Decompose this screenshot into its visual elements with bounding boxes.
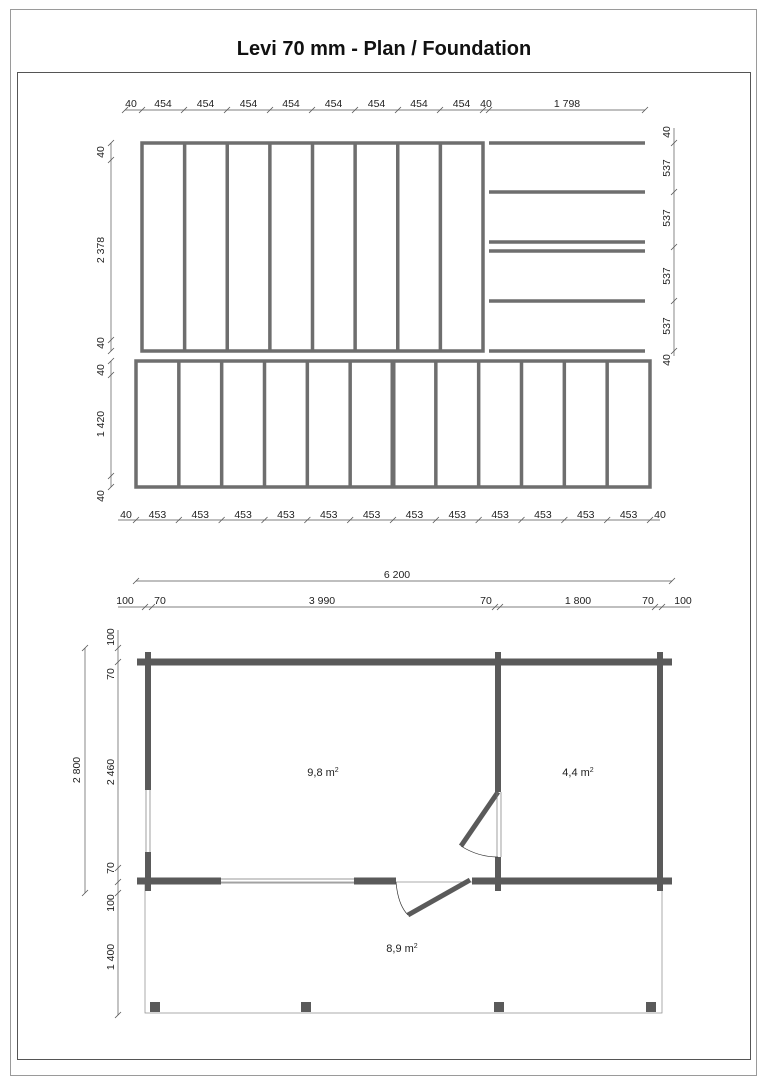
dimension-label: 453 <box>234 509 252 521</box>
dimension-label: 70 <box>642 595 654 607</box>
dimension-label: 453 <box>619 509 638 521</box>
dimension-label: 2 800 <box>71 756 83 784</box>
dimension-label: 453 <box>319 509 338 521</box>
dimension-label: 453 <box>448 509 467 521</box>
terrace-post <box>494 1002 504 1012</box>
dimension-label: 453 <box>277 509 295 521</box>
dimension-label: 537 <box>661 267 673 285</box>
terrace-post <box>646 1002 656 1012</box>
dimension-label: 454 <box>196 98 215 110</box>
room-area-unit-exponent: 2 <box>589 767 594 774</box>
room-area-value: 9,8 m <box>307 767 335 779</box>
foundation-plan <box>108 107 677 523</box>
dimension-label: 70 <box>105 862 117 874</box>
dimension-label: 2 378 <box>95 236 107 264</box>
dimension-label: 453 <box>491 509 509 521</box>
dimension-label: 100 <box>105 628 117 646</box>
dimension-label: 2 460 <box>105 758 117 786</box>
door-swing-arc <box>396 882 408 915</box>
dimension-label: 454 <box>367 98 386 110</box>
dimension-label: 453 <box>362 509 381 521</box>
dimension-label: 100 <box>116 595 134 607</box>
dimension-label: 1 800 <box>564 595 592 607</box>
dimension-labels <box>71 98 692 970</box>
dimension-label: 40 <box>661 126 673 138</box>
door-leaf <box>408 880 470 915</box>
dimension-label: 40 <box>95 337 107 349</box>
dimension-label: 100 <box>674 595 692 607</box>
dimension-label: 70 <box>105 668 117 680</box>
room-area-unit-exponent: 2 <box>334 767 339 774</box>
dimension-label: 40 <box>661 354 673 366</box>
page-title: Levi 70 mm - Plan / Foundation <box>236 38 532 60</box>
dimension-label: 40 <box>480 98 492 110</box>
dimension-label: 70 <box>480 595 492 607</box>
dimension-label: 454 <box>410 98 428 110</box>
dimension-label: 537 <box>661 209 673 227</box>
dimension-label: 40 <box>120 509 132 521</box>
dimension-label: 454 <box>452 98 471 110</box>
dimension-label: 40 <box>95 490 107 502</box>
dimension-label: 40 <box>95 364 107 376</box>
door-leaf <box>461 792 498 846</box>
dimension-label: 40 <box>95 146 107 158</box>
room-area-value: 8,9 m <box>386 943 414 955</box>
dimension-label: 453 <box>534 509 552 521</box>
room-area-label <box>562 767 594 779</box>
dimension-label: 1 400 <box>105 943 117 971</box>
dimension-label: 3 990 <box>308 595 336 607</box>
dimension-label: 1 798 <box>553 98 581 110</box>
dimension-label: 6 200 <box>383 569 411 581</box>
dimension-label: 70 <box>154 595 166 607</box>
dimension-label: 537 <box>661 159 673 177</box>
dimension-label: 454 <box>282 98 300 110</box>
dimension-label: 1 420 <box>95 410 107 438</box>
dimension-label: 454 <box>154 98 172 110</box>
dimension-label: 537 <box>661 317 673 335</box>
dimension-label: 454 <box>324 98 343 110</box>
dimension-label: 453 <box>148 509 167 521</box>
dimension-label: 100 <box>105 894 117 912</box>
room-area-label <box>307 767 339 779</box>
door-swing-arc <box>461 846 498 857</box>
dimension-label: 453 <box>576 509 595 521</box>
room-area-unit-exponent: 2 <box>413 943 418 950</box>
terrace-post <box>150 1002 160 1012</box>
dimension-label: 40 <box>125 98 137 110</box>
dimension-label: 40 <box>654 509 666 521</box>
dimension-label: 453 <box>191 509 210 521</box>
dimension-label: 454 <box>239 98 258 110</box>
dimension-label: 453 <box>405 509 424 521</box>
room-area-label <box>386 943 418 955</box>
room-area-value: 4,4 m <box>562 767 590 779</box>
terrace-post <box>301 1002 311 1012</box>
